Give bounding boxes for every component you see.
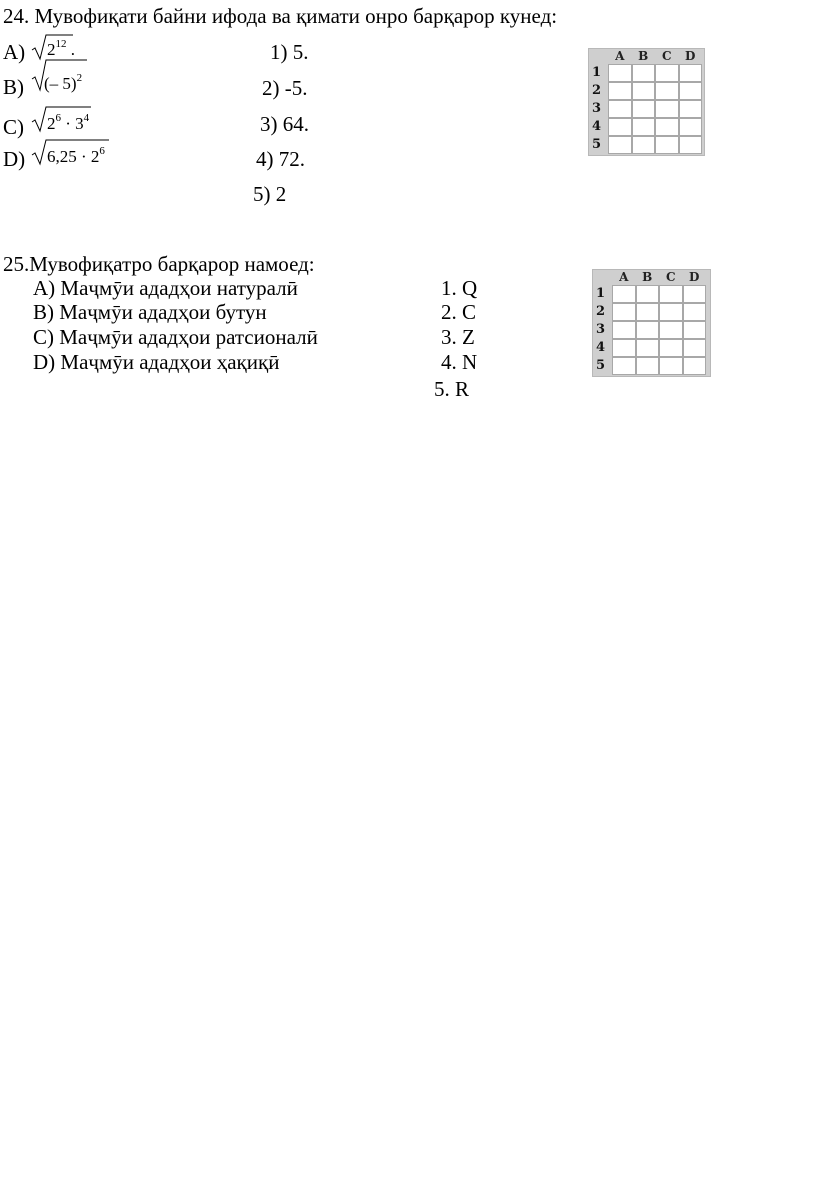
q24-option-c-expression: $2^6 \cdot 3^4$	[47, 112, 90, 133]
grid-answer-cell[interactable]	[655, 64, 679, 82]
grid-answer-cell[interactable]	[608, 64, 632, 82]
q24-answer-5: 5) 2	[253, 182, 287, 206]
q25-answer-2: 2. C	[441, 300, 477, 324]
grid-answer-cell[interactable]	[636, 321, 660, 339]
grid-answer-cell[interactable]	[683, 285, 707, 303]
grid-answer-cell[interactable]	[679, 82, 703, 100]
grid-answer-cell[interactable]	[655, 82, 679, 100]
grid-column-header: B	[642, 270, 653, 284]
grid-answer-cell[interactable]	[679, 64, 703, 82]
grid-row-label: 4	[592, 119, 602, 134]
grid-answer-cell[interactable]	[608, 100, 632, 118]
grid-answer-cell[interactable]	[683, 357, 707, 375]
grid-answer-cell[interactable]	[679, 100, 703, 118]
grid-answer-cell[interactable]	[612, 321, 636, 339]
grid-answer-cell[interactable]	[659, 357, 683, 375]
grid-answer-cell[interactable]	[612, 339, 636, 357]
q25-option-a: A) Маҷмӯи ададҳои натуралӣ	[33, 276, 298, 300]
grid-answer-cell[interactable]	[632, 118, 656, 136]
grid-answer-cell[interactable]	[608, 82, 632, 100]
q25-answer-4: 4. N	[441, 350, 478, 374]
grid-answer-cell[interactable]	[612, 303, 636, 321]
grid-column-header: C	[661, 49, 672, 63]
grid-row-label: 5	[592, 137, 602, 152]
grid-answer-cell[interactable]	[632, 64, 656, 82]
grid-answer-cell[interactable]	[655, 136, 679, 154]
grid-answer-cell[interactable]	[659, 339, 683, 357]
grid-answer-cell[interactable]	[636, 339, 660, 357]
q25-answer-3: 3. Z	[441, 325, 475, 349]
grid-answer-cell[interactable]	[632, 100, 656, 118]
grid-answer-cell[interactable]	[612, 285, 636, 303]
grid-row-label: 5	[596, 358, 606, 373]
grid-row-label: 1	[596, 286, 606, 301]
grid-answer-cell[interactable]	[636, 285, 660, 303]
q24-answer-4: 4) 72.	[256, 147, 305, 171]
q24-option-d-expression: $6,25 \cdot 2^6$	[47, 145, 105, 166]
grid-column-header: A	[615, 49, 625, 63]
grid-row-label: 2	[592, 83, 602, 98]
q24-answer-grid	[588, 48, 705, 156]
q25-option-c: C) Маҷмӯи ададҳои ратсионалӣ	[33, 325, 318, 349]
grid-answer-cell[interactable]	[612, 357, 636, 375]
q25-answer-5: 5. R	[434, 377, 470, 401]
grid-answer-cell[interactable]	[636, 357, 660, 375]
grid-answer-cell[interactable]	[679, 118, 703, 136]
grid-answer-cell[interactable]	[679, 136, 703, 154]
grid-column-header: D	[685, 49, 696, 63]
q24-option-c-label: C)	[3, 115, 24, 139]
grid-answer-cell[interactable]	[683, 303, 707, 321]
grid-answer-cell[interactable]	[636, 303, 660, 321]
q24-option-b-label: B)	[3, 75, 24, 99]
q24-answer-2: 2) -5.	[262, 76, 308, 100]
grid-answer-cell[interactable]	[608, 118, 632, 136]
grid-column-header: A	[619, 270, 629, 284]
grid-answer-cell[interactable]	[608, 136, 632, 154]
grid-row-label: 1	[592, 65, 602, 80]
grid-answer-cell[interactable]	[659, 303, 683, 321]
q25-answer-1: 1. Q	[441, 276, 478, 300]
q24-option-d-label: D)	[3, 147, 26, 171]
question-24-title: 24. Мувофиқати байни ифода ва қимати онро барқарор кунед:	[3, 4, 558, 28]
grid-answer-cell[interactable]	[655, 118, 679, 136]
question-25-title: 25.Мувофиқатро барқарор намоед:	[3, 252, 315, 276]
q25-option-b: B) Маҷмӯи ададҳои бутун	[33, 300, 267, 324]
grid-row-label: 4	[596, 340, 606, 355]
q25-option-d: D) Маҷмӯи ададҳои ҳақиқӣ	[33, 350, 280, 374]
q24-option-b-expression: (– 5)$^2$	[44, 72, 83, 93]
q24-option-a-label: A)	[3, 40, 26, 64]
grid-answer-cell[interactable]	[659, 321, 683, 339]
grid-column-header: C	[665, 270, 676, 284]
grid-column-header: B	[638, 49, 649, 63]
q24-answer-1: 1) 5.	[270, 40, 309, 64]
q25-answer-grid	[592, 269, 711, 377]
grid-row-label: 2	[596, 304, 606, 319]
q24-answer-3: 3) 64.	[260, 112, 309, 136]
grid-answer-cell[interactable]	[659, 285, 683, 303]
grid-column-header: D	[689, 270, 700, 284]
grid-answer-cell[interactable]	[683, 339, 707, 357]
grid-answer-cell[interactable]	[683, 321, 707, 339]
q24-option-a-expression: $2^{12}$ .	[47, 38, 75, 59]
grid-row-label: 3	[592, 101, 602, 116]
grid-row-label: 3	[596, 322, 606, 337]
grid-answer-cell[interactable]	[632, 136, 656, 154]
grid-answer-cell[interactable]	[655, 100, 679, 118]
grid-answer-cell[interactable]	[632, 82, 656, 100]
